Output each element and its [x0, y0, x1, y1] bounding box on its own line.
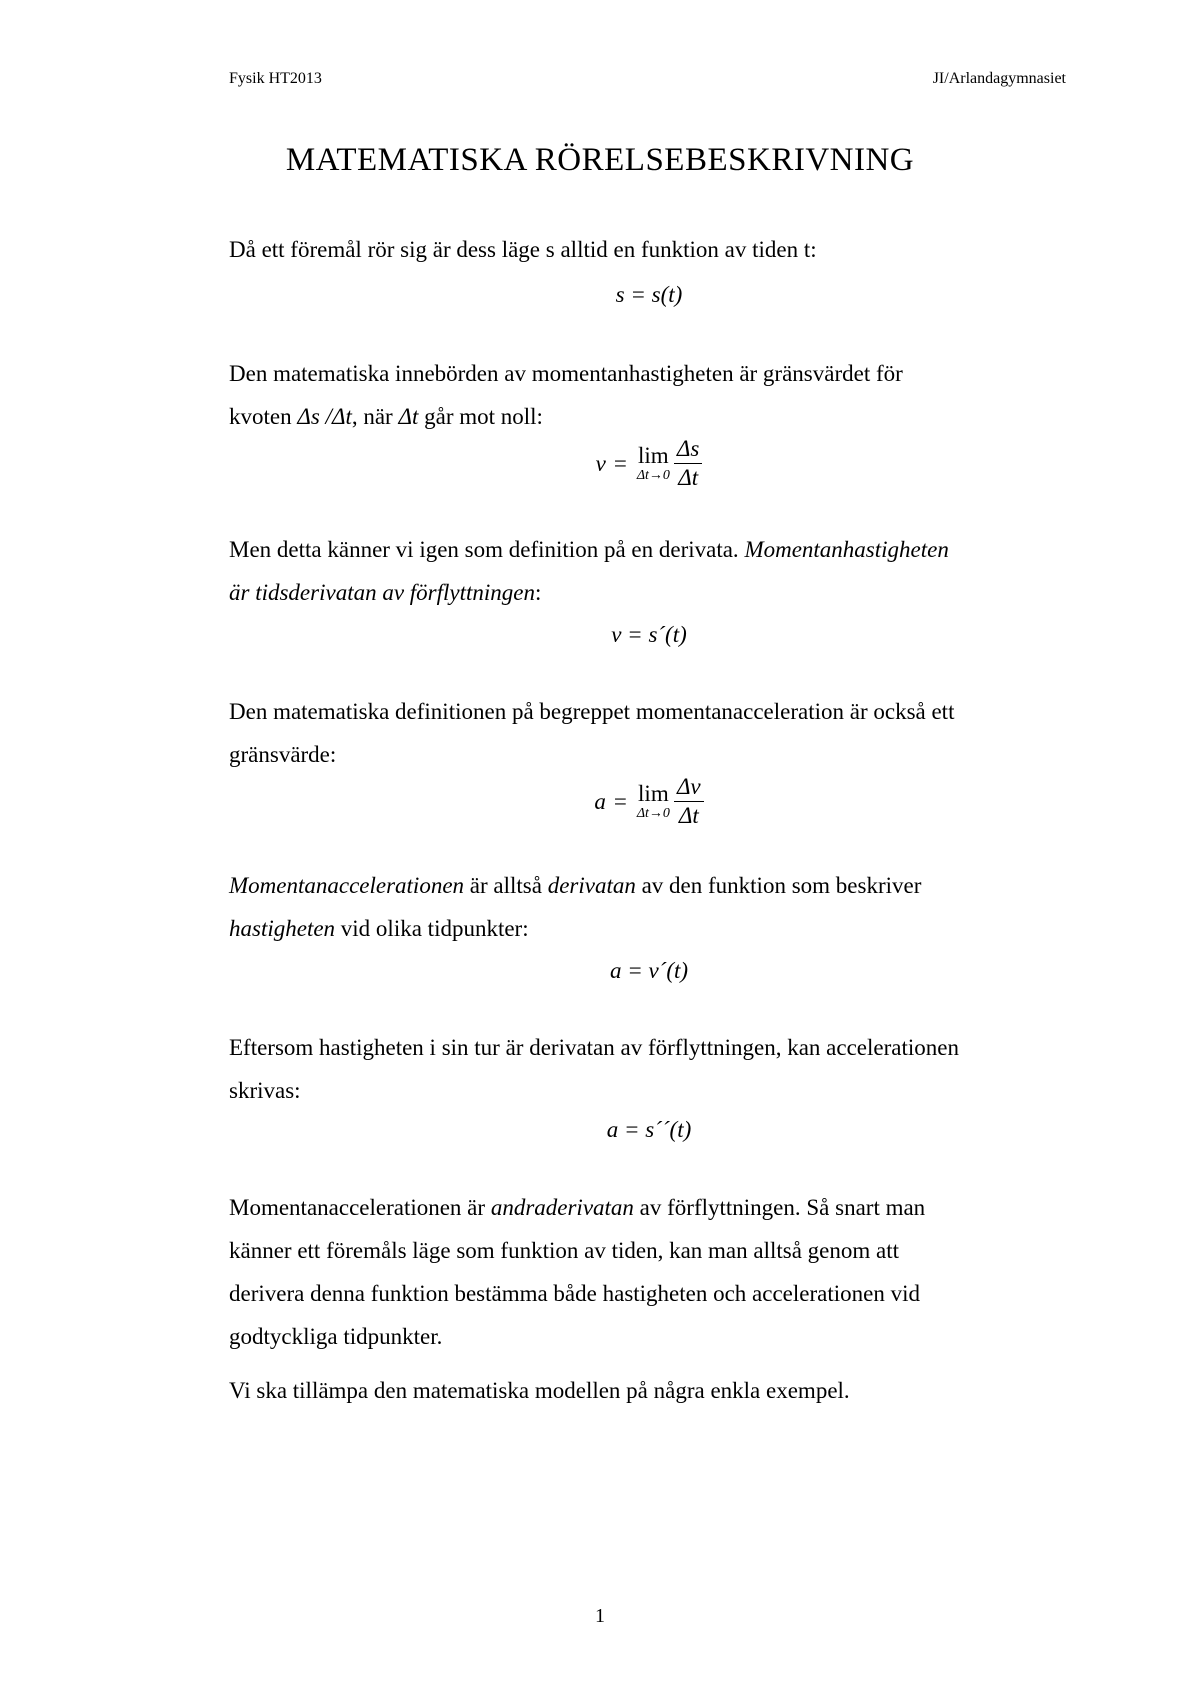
paragraph-2	[229, 352, 1069, 438]
paragraph-4	[229, 690, 1069, 776]
paragraph-7-line-4: godtyckliga tidpunkter.	[229, 1324, 443, 1349]
paragraph-4-line-1: Den matematiska definitionen på begreppet momentanacceleration är också ett	[229, 699, 955, 724]
equation-velocity-limit	[229, 435, 1069, 492]
paragraph-1: Då ett föremål rör sig är dess läge s alltid en funktion av tiden t:	[229, 237, 817, 262]
equation-acceleration-derivative: a = v´(t)	[609, 958, 689, 983]
paragraph-7-line-2: känner ett föremåls läge som funktion av tiden, kan man alltså genom att	[229, 1238, 899, 1263]
paragraph-2-line-1: Den matematiska innebörden av momentanhastigheten är gränsvärdet för	[229, 361, 903, 386]
paragraph-6	[229, 1026, 1069, 1112]
equation-lhs: v	[595, 450, 606, 476]
paragraph-6-line-2: skrivas:	[229, 1078, 301, 1103]
paragraph-2-line-2: kvoten Δs /Δt, när Δt går mot noll:	[229, 404, 543, 429]
equation-lhs: a	[594, 788, 606, 814]
header-author: JI/Arlandagymnasiet	[932, 70, 1066, 87]
fraction: $\frac{\Delta s}{\Delta t}$	[674, 435, 702, 492]
paragraph-8: Vi ska tillämpa den matematiska modellen på några enkla exempel.	[229, 1378, 850, 1403]
limit-operator: lim Δt→0	[636, 442, 670, 483]
paragraph-7-line-1: Momentanaccelerationen är andraderivatan av förflyttningen. Så snart man	[229, 1195, 926, 1220]
equals-sign: =	[613, 788, 627, 814]
equals-sign: =	[613, 450, 627, 476]
paragraph-3	[229, 528, 1069, 614]
paragraph-5	[229, 864, 1069, 950]
paragraph-7	[229, 1186, 1069, 1358]
page-title: MATEMATISKA RÖRELSEBESKRIVNING	[285, 142, 915, 178]
equation-position: s = s(t)	[615, 282, 683, 307]
paragraph-5-line-2: hastigheten vid olika tidpunkter:	[229, 916, 529, 941]
fraction: $\frac{\Delta v}{\Delta t}$	[674, 773, 704, 830]
page-number: 1	[595, 1605, 605, 1627]
paragraph-3-line-1: Men detta känner vi igen som definition på en derivata. Momentanhastigheten	[229, 537, 949, 562]
paragraph-6-line-1: Eftersom hastigheten i sin tur är derivatan av förflyttningen, kan accelerationen	[229, 1035, 959, 1060]
header-course: Fysik HT2013	[229, 70, 322, 87]
equation-velocity-derivative: v = s´(t)	[611, 622, 687, 647]
paragraph-5-line-1: Momentanaccelerationen är alltså derivatan av den funktion som beskriver	[229, 873, 922, 898]
paragraph-4-line-2: gränsvärde:	[229, 742, 337, 767]
paragraph-7-line-3: derivera denna funktion bestämma både hastigheten och accelerationen vid	[229, 1281, 920, 1306]
equation-acceleration-second-derivative: a = s´´(t)	[606, 1117, 692, 1142]
equation-acceleration-limit	[229, 773, 1069, 830]
paragraph-3-line-2: är tidsderivatan av förflyttningen:	[229, 580, 542, 605]
limit-operator: lim Δt→0	[636, 780, 670, 821]
